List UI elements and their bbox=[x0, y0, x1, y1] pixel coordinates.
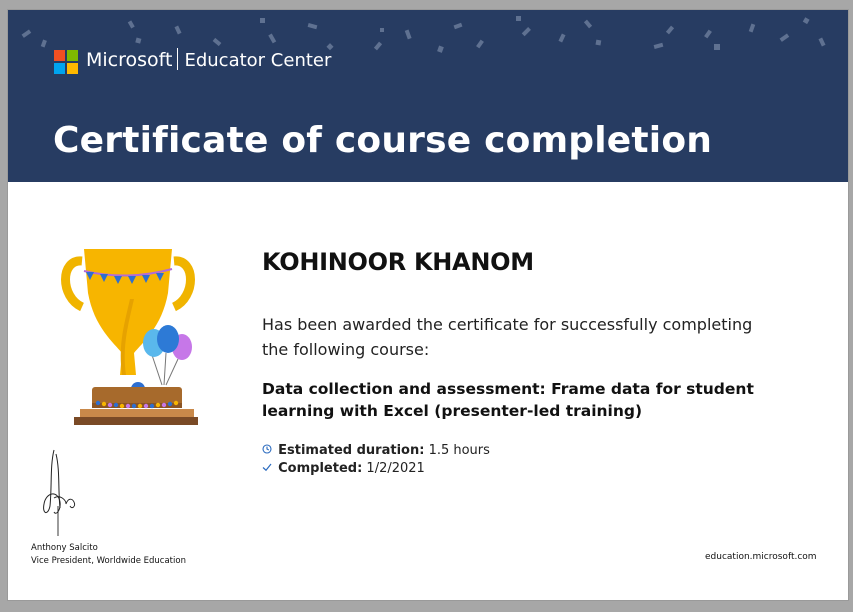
completed-value: 1/2/2021 bbox=[366, 461, 425, 476]
trophy-icon bbox=[58, 235, 198, 425]
brand-divider bbox=[177, 48, 178, 70]
certificate-title: Certificate of course completion bbox=[53, 120, 713, 161]
awarded-statement: Has been awarded the certificate for successfully completing the following course: bbox=[262, 315, 753, 359]
recipient-name: KOHINOOR KHANOM bbox=[262, 248, 534, 276]
clock-icon bbox=[262, 444, 274, 457]
course-title: Data collection and assessment: Frame data for student learning with Excel (presenter-led training) bbox=[262, 380, 754, 420]
website-url: education.microsoft.com bbox=[705, 552, 817, 562]
signer-title: Vice President, Worldwide Education bbox=[31, 556, 186, 566]
duration-label: Estimated duration: bbox=[278, 443, 425, 458]
signer-name: Anthony Salcito bbox=[31, 543, 98, 553]
microsoft-logo-icon bbox=[54, 50, 78, 74]
signature-image bbox=[36, 446, 96, 538]
brand-name bbox=[86, 48, 331, 71]
brand-educator-center: Educator Center bbox=[184, 50, 332, 71]
completed-date bbox=[262, 461, 425, 476]
duration-value: 1.5 hours bbox=[428, 443, 490, 458]
header-banner bbox=[8, 10, 848, 182]
brand-microsoft: Microsoft bbox=[86, 49, 173, 71]
completed-label: Completed: bbox=[278, 461, 363, 476]
signer-block bbox=[31, 542, 186, 568]
checkmark-icon bbox=[262, 462, 274, 475]
certificate-page bbox=[8, 10, 848, 600]
estimated-duration bbox=[262, 443, 490, 458]
